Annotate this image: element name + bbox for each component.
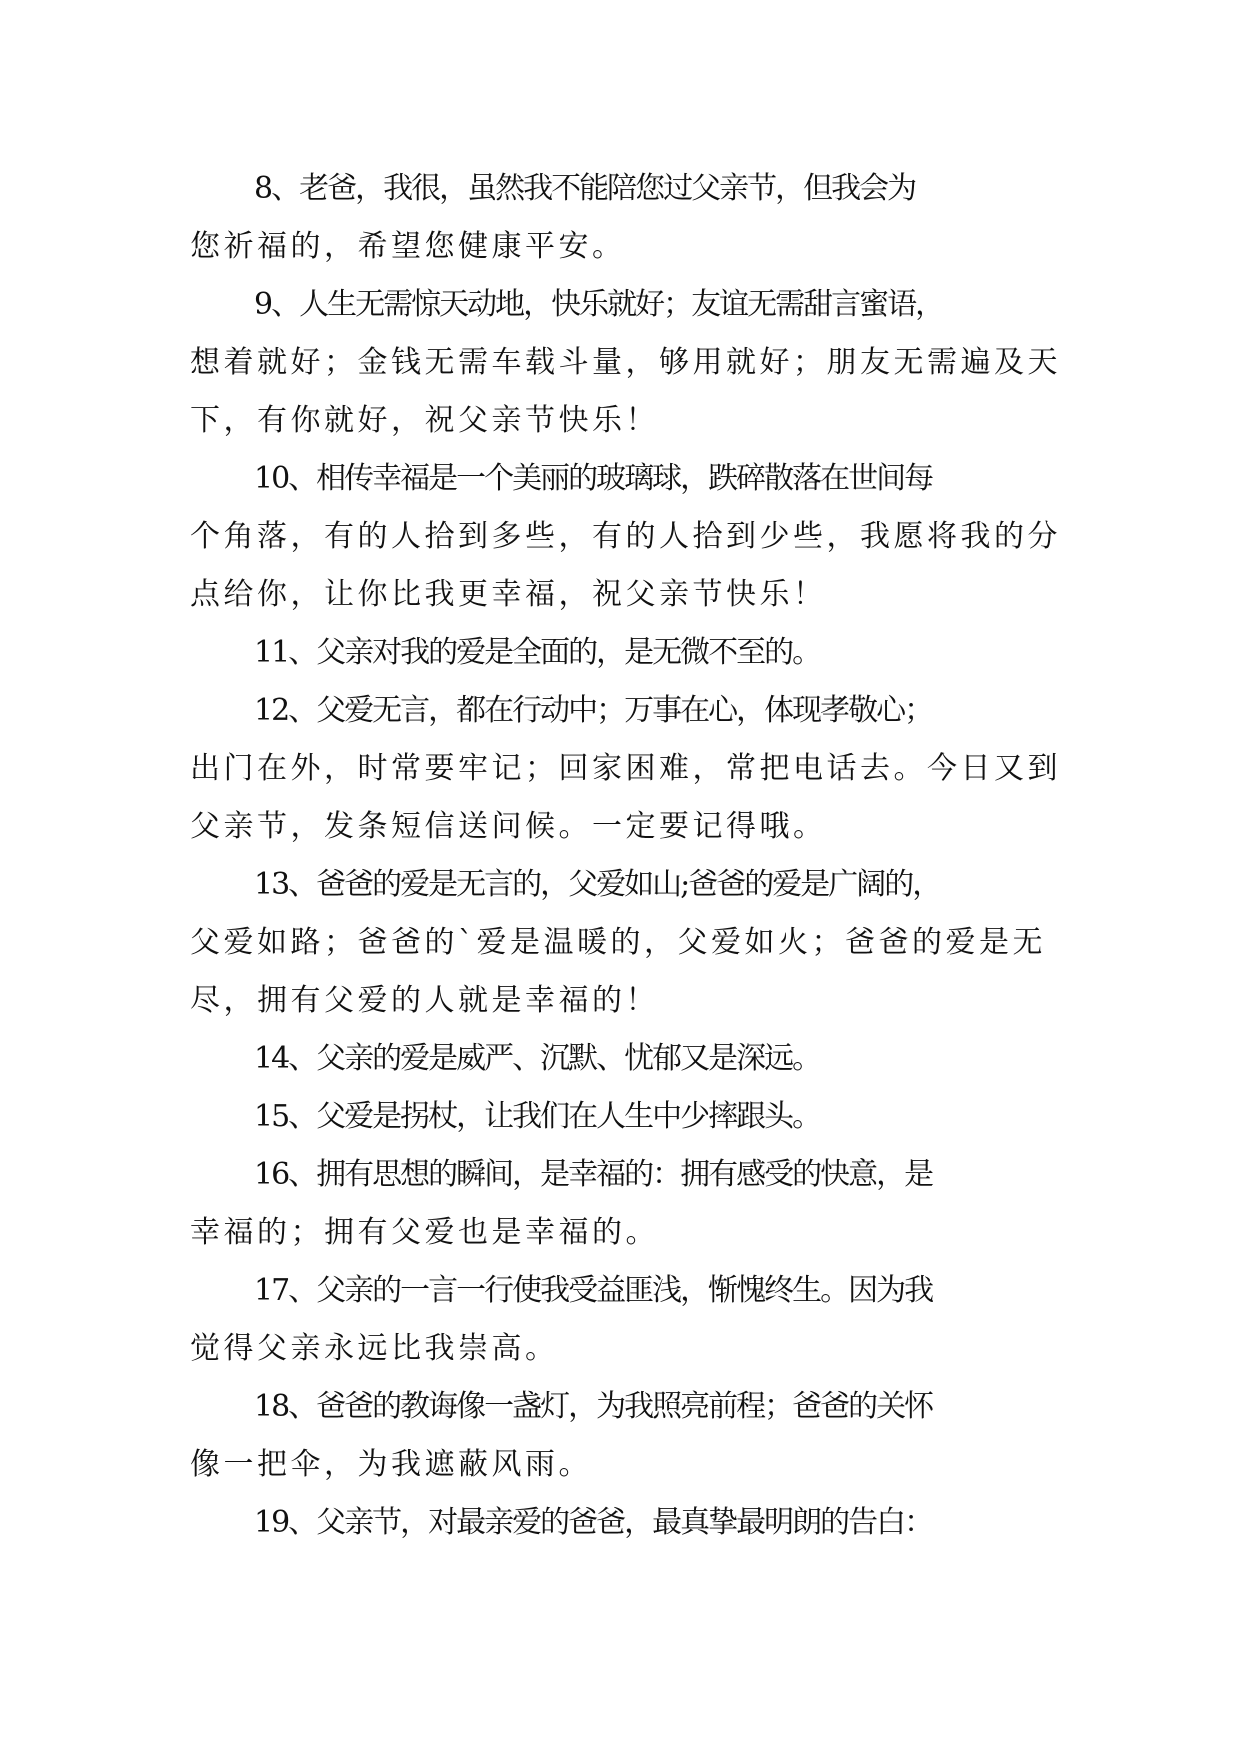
paragraph-18: [190, 1378, 1080, 1494]
document-body: [190, 160, 1080, 1552]
paragraph-line: 17、父亲的一言一行使我受益匪浅，惭愧终生。因为我: [254, 1273, 933, 1308]
paragraph-line: 觉得父亲永远比我崇高。: [190, 1331, 559, 1366]
paragraph-14: [190, 1030, 1080, 1088]
paragraph-line: 16、拥有思想的瞬间，是幸福的：拥有感受的快意，是: [254, 1157, 933, 1192]
paragraph-line: 尽，拥有父爱的人就是幸福的！: [190, 983, 659, 1018]
paragraph-line: 父爱如路；爸爸的`爱是温暖的，父爱如火；爸爸的爱是无: [190, 925, 1046, 960]
paragraph-line: 10、相传幸福是一个美丽的玻璃球，跌碎散落在世间每: [254, 461, 933, 496]
paragraph-11: [190, 624, 1080, 682]
paragraph-line: 个角落，有的人拾到多些，有的人拾到少些，我愿将我的分: [190, 519, 1061, 554]
paragraph-17: [190, 1262, 1080, 1378]
paragraph-line: 13、爸爸的爱是无言的，父爱如山;爸爸的爱是广阔的，: [254, 867, 941, 902]
paragraph-line: 18、爸爸的教诲像一盏灯，为我照亮前程；爸爸的关怀: [254, 1389, 933, 1424]
paragraph-12: [190, 682, 1080, 856]
paragraph-line: 想着就好；金钱无需车载斗量，够用就好；朋友无需遍及天: [190, 345, 1061, 380]
paragraph-15: [190, 1088, 1080, 1146]
paragraph-line: 11、父亲对我的爱是全面的，是无微不至的。: [254, 635, 821, 670]
paragraph-line: 父亲节，发条短信送问候。一定要记得哦。: [190, 809, 827, 844]
paragraph-16: [190, 1146, 1080, 1262]
paragraph-line: 幸福的；拥有父爱也是幸福的。: [190, 1215, 659, 1250]
paragraph-13: [190, 856, 1080, 1030]
paragraph-8: [190, 160, 1080, 276]
paragraph-line: 8、老爸，我很，虽然我不能陪您过父亲节，但我会为: [254, 171, 916, 206]
paragraph-line: 点给你，让你比我更幸福，祝父亲节快乐！: [190, 577, 827, 612]
paragraph-line: 像一把伞，为我遮蔽风雨。: [190, 1447, 592, 1482]
paragraph-line: 14、父亲的爱是威严、沉默、忧郁又是深远。: [254, 1041, 821, 1076]
paragraph-line: 出门在外，时常要牢记；回家困难，常把电话去。今日又到: [190, 751, 1061, 786]
paragraph-line: 15、父爱是拐杖，让我们在人生中少摔跟头。: [254, 1099, 821, 1134]
paragraph-line: 9、人生无需惊天动地，快乐就好；友谊无需甜言蜜语，: [254, 287, 944, 322]
paragraph-10: [190, 450, 1080, 624]
paragraph-line: 19、父亲节，对最亲爱的爸爸，最真挚最明朗的告白：: [254, 1505, 933, 1540]
paragraph-line: 下，有你就好，祝父亲节快乐！: [190, 403, 659, 438]
paragraph-line: 12、父爱无言，都在行动中；万事在心，体现孝敬心；: [254, 693, 933, 728]
paragraph-19: [190, 1494, 1080, 1552]
paragraph-9: [190, 276, 1080, 450]
paragraph-line: 您祈福的，希望您健康平安。: [190, 229, 626, 264]
